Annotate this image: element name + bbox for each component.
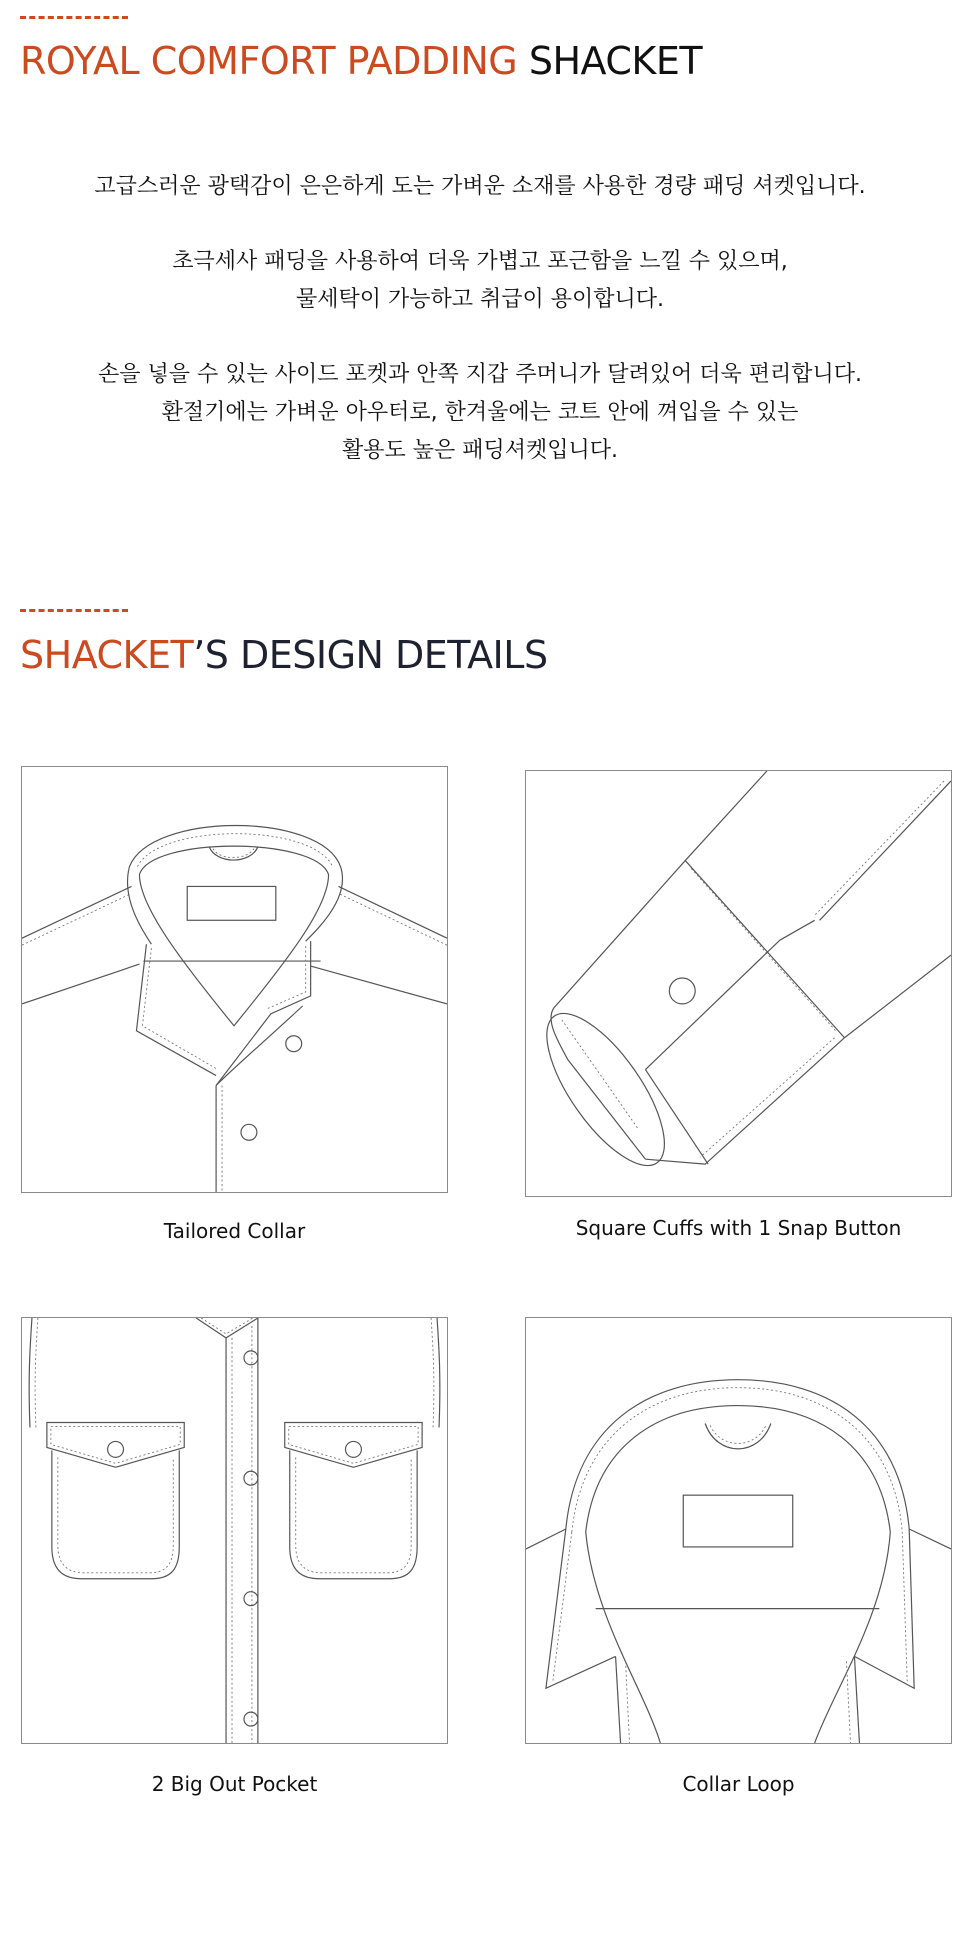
description-line: 활용도 높은 패딩셔켓입니다. xyxy=(341,438,618,463)
detail-caption: Tailored Collar xyxy=(163,1219,306,1243)
tailored-collar-illustration xyxy=(21,766,448,1193)
detail-caption: Collar Loop xyxy=(682,1772,795,1796)
section-divider-dashes xyxy=(20,609,128,612)
out-pocket-illustration xyxy=(21,1317,448,1744)
square-cuff-illustration xyxy=(525,770,952,1197)
description-line: 환절기에는 가벼운 아우터로, 한겨울에는 코트 안에 껴입을 수 있는 xyxy=(161,400,799,425)
section-divider-dashes xyxy=(20,16,128,19)
description-line: 초극세사 패딩을 사용하여 더욱 가볍고 포근함을 느낄 수 있으며, xyxy=(172,249,788,274)
description-paragraph xyxy=(0,356,960,470)
description-paragraph xyxy=(0,243,960,319)
description-line: 손을 넣을 수 있는 사이드 포켓과 안쪽 지갑 주머니가 달려있어 더욱 편리합니다. xyxy=(98,362,862,387)
product-description xyxy=(0,168,960,507)
detail-caption: 2 Big Out Pocket xyxy=(151,1772,318,1796)
product-title xyxy=(20,39,703,83)
design-details-title xyxy=(20,633,548,677)
description-line: 고급스러운 광택감이 은은하게 도는 가벼운 소재를 사용한 경량 패딩 셔켓입니다. xyxy=(94,174,866,199)
description-paragraph xyxy=(0,168,960,206)
collar-loop-illustration xyxy=(525,1317,952,1744)
description-line: 물세탁이 가능하고 취급이 용이합니다. xyxy=(295,287,664,312)
design-details-title-accent: SHACKET xyxy=(20,633,194,677)
product-title-rest: SHACKET xyxy=(528,39,703,83)
design-details-title-rest: ’S DESIGN DETAILS xyxy=(193,633,548,677)
detail-caption: Square Cuffs with 1 Snap Button xyxy=(575,1216,902,1240)
product-title-accent: ROYAL COMFORT PADDING xyxy=(20,39,518,83)
